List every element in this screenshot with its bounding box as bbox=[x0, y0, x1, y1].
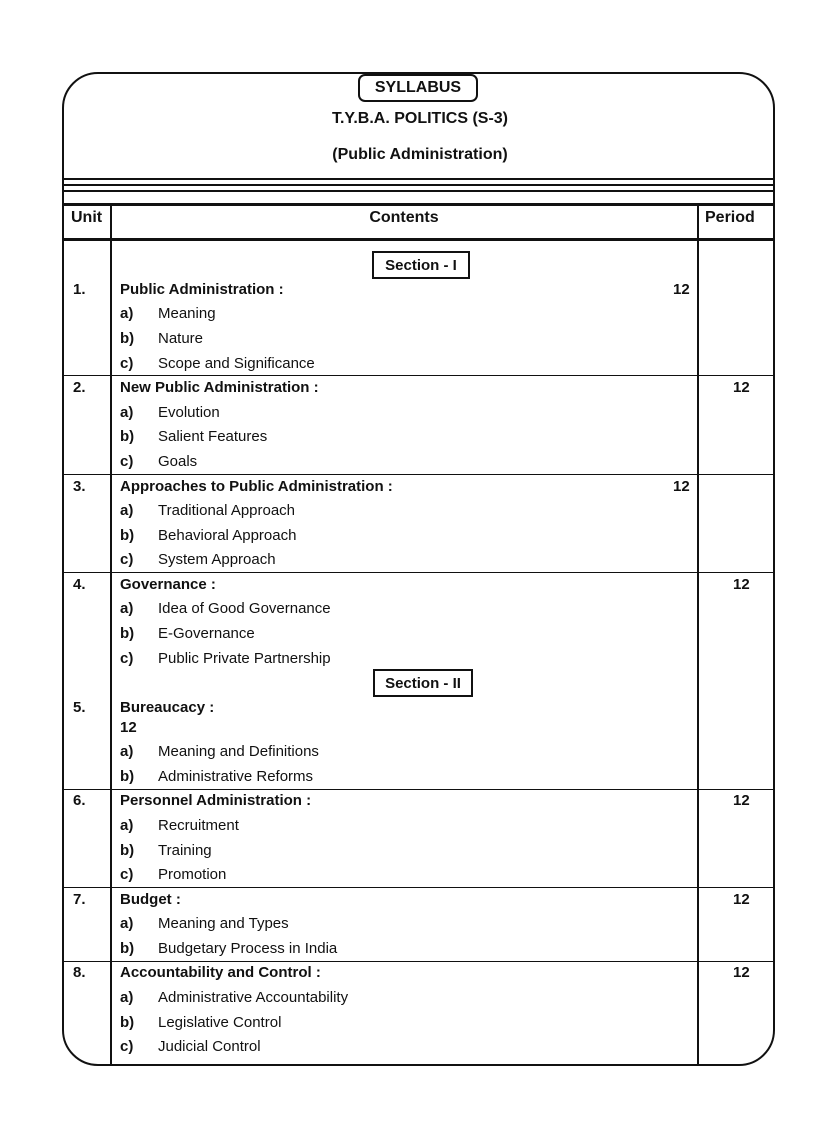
item-text: Meaning bbox=[158, 305, 216, 322]
item-marker: b) bbox=[120, 842, 135, 859]
item-marker: a) bbox=[120, 743, 134, 760]
unit-number: 8. bbox=[73, 964, 86, 981]
unit-period: 12 bbox=[733, 576, 750, 593]
item-marker: a) bbox=[120, 600, 134, 617]
item-marker: a) bbox=[120, 404, 134, 421]
item-marker: b) bbox=[120, 428, 135, 445]
unit-number: 7. bbox=[73, 891, 86, 908]
item-marker: a) bbox=[120, 915, 134, 932]
item-text: Training bbox=[158, 842, 212, 859]
item-marker: c) bbox=[120, 1038, 134, 1055]
item-text: Evolution bbox=[158, 404, 220, 421]
unit-period: 12 bbox=[733, 792, 750, 809]
unit-number: 4. bbox=[73, 576, 86, 593]
course-title: T.Y.B.A. POLITICS (S-3) bbox=[331, 110, 508, 127]
item-marker: b) bbox=[120, 527, 135, 544]
item-text: Behavioral Approach bbox=[158, 527, 297, 544]
table-top-rule bbox=[62, 203, 775, 206]
period-column-divider bbox=[697, 205, 699, 1065]
item-text: Meaning and Types bbox=[158, 915, 289, 932]
item-text: Nature bbox=[158, 330, 204, 347]
item-text: Administrative Reforms bbox=[158, 768, 314, 785]
item-text: Idea of Good Governance bbox=[158, 600, 331, 617]
header-bottom-rule bbox=[62, 238, 775, 241]
contents-header: Contents bbox=[369, 209, 439, 226]
unit-title: New Public Administration : bbox=[120, 379, 319, 396]
section-two-label: Section - II bbox=[373, 669, 473, 697]
item-text: Legislative Control bbox=[158, 1014, 282, 1031]
unit-number: 3. bbox=[73, 478, 86, 495]
item-text: E-Governance bbox=[158, 625, 255, 642]
unit-period: 12 bbox=[733, 964, 750, 981]
item-marker: b) bbox=[120, 1014, 135, 1031]
item-text: Promotion bbox=[158, 866, 227, 883]
unit-column-divider bbox=[110, 205, 112, 1065]
unit-number: 1. bbox=[73, 281, 86, 298]
item-text: Judicial Control bbox=[158, 1038, 261, 1055]
unit-title: Bureaucacy : bbox=[120, 699, 215, 716]
item-text: Meaning and Definitions bbox=[158, 743, 319, 760]
item-text: Administrative Accountability bbox=[158, 989, 349, 1006]
item-marker: a) bbox=[120, 989, 134, 1006]
item-text: System Approach bbox=[158, 551, 276, 568]
item-marker: c) bbox=[120, 866, 134, 883]
item-text: Budgetary Process in India bbox=[158, 940, 338, 957]
item-marker: c) bbox=[120, 453, 134, 470]
item-marker: b) bbox=[120, 940, 135, 957]
unit-period: 12 bbox=[733, 379, 750, 396]
unit-number: 2. bbox=[73, 379, 86, 396]
unit-period: 12 bbox=[673, 478, 690, 495]
unit-header: Unit bbox=[71, 209, 103, 226]
item-text: Recruitment bbox=[158, 817, 239, 834]
row-divider bbox=[62, 887, 775, 888]
row-divider bbox=[62, 789, 775, 790]
header-rule bbox=[62, 190, 775, 192]
unit-number: 6. bbox=[73, 792, 86, 809]
item-marker: c) bbox=[120, 650, 134, 667]
course-subtitle: (Public Administration) bbox=[332, 146, 508, 163]
unit-title: Approaches to Public Administration : bbox=[120, 478, 393, 495]
item-marker: b) bbox=[120, 330, 135, 347]
unit-title: Personnel Administration : bbox=[120, 792, 312, 809]
item-text: Public Private Partnership bbox=[158, 650, 331, 667]
period-header: Period bbox=[705, 209, 755, 226]
item-text: Goals bbox=[158, 453, 198, 470]
item-text: Traditional Approach bbox=[158, 502, 296, 519]
unit-period: 12 bbox=[733, 891, 750, 908]
unit-number: 5. bbox=[73, 699, 86, 716]
item-text: Scope and Significance bbox=[158, 355, 315, 372]
unit-period: 12 bbox=[673, 281, 690, 298]
item-marker: c) bbox=[120, 551, 134, 568]
unit-title: Accountability and Control : bbox=[120, 964, 321, 981]
unit-period: 12 bbox=[120, 719, 137, 736]
item-marker: a) bbox=[120, 305, 134, 322]
row-divider bbox=[62, 572, 775, 573]
section-one-label: Section - I bbox=[372, 251, 470, 279]
row-divider bbox=[62, 375, 775, 376]
syllabus-badge: SYLLABUS bbox=[358, 74, 478, 102]
item-marker: b) bbox=[120, 625, 135, 642]
header-rule bbox=[62, 184, 775, 186]
unit-title: Budget : bbox=[120, 891, 181, 908]
item-marker: a) bbox=[120, 502, 134, 519]
row-divider bbox=[62, 961, 775, 962]
item-marker: a) bbox=[120, 817, 134, 834]
item-text: Salient Features bbox=[158, 428, 268, 445]
unit-title: Governance : bbox=[120, 576, 216, 593]
row-divider bbox=[62, 474, 775, 475]
header-rule bbox=[62, 178, 775, 180]
item-marker: b) bbox=[120, 768, 135, 785]
unit-title: Public Administration : bbox=[120, 281, 284, 298]
item-marker: c) bbox=[120, 355, 134, 372]
